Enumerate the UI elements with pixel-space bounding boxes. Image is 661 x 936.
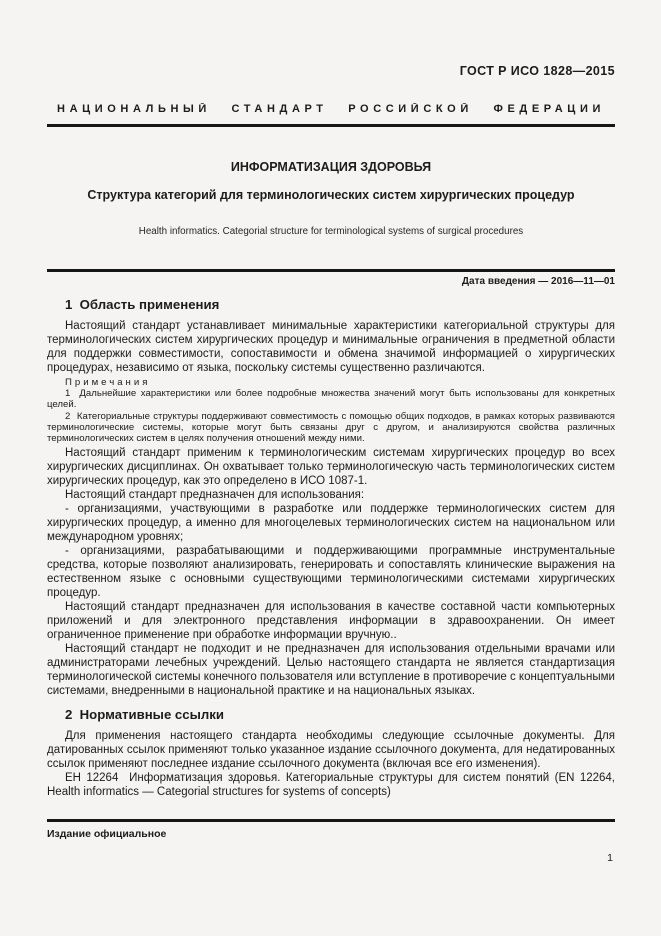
document-title-english: Health informatics. Categorial structure for terminological systems of surgical procedures — [138, 226, 524, 237]
section-2-paragraph-1: Для применения настоящего стандарта необходимы следующие ссылочные документы. Для датированных ссылок применяют только указанное издание ссылочного документа, для недатированных ссылок применяют последнее издание ссылочного документа (включая все его изменения). — [47, 730, 615, 771]
section-1-paragraph-1: Настоящий стандарт устанавливает минимальные характеристики категориальной структуры для терминологических систем хирургических процедур и минимальные ограничения в предметной области для поддержки совместимости, сопоставимости и обмена значимой информацией о хирургических процедурах, независимо от языка, поскольку системы существенно различаются. — [47, 320, 615, 374]
document-subtitle: Структура категорий для терминологических систем хирургических процедур — [87, 188, 575, 202]
notes-block — [47, 377, 615, 444]
section-1-heading: 1 Область применения — [65, 297, 220, 312]
section-1-bullet-2: - организациями, разрабатывающими и поддерживающими программные инструментальные средства, которые позволяют анализировать, генерировать и сопоставлять клинические выражения на естественном языке с основными существующими терминологическими системами хирургических процедур. — [47, 545, 615, 600]
section-1-paragraph-4: Настоящий стандарт предназначен для использования в качестве составной части компьютерных приложений и для электронного представления информации в здравоохранении. Он имеет ограниченное применение при обработке информации вручную.. — [47, 601, 615, 642]
note-2: 2 Категориальные структуры поддерживают совместимость с помощью общих подходов, в рамках которых развиваются терминологические системы, которые могут быть связаны друг с другом, и анализируются свойства различных терминологических систем в целях получения отношений между ними. — [47, 410, 615, 445]
section-1-paragraph-5: Настоящий стандарт не подходит и не предназначен для использования отдельными врачами или администраторами лечебных учреждений. Целью настоящего стандарта не является стандартизация терминологической системы конечного пользователя или вступление в противоречие с концептуальными системами, внедренными в национальной практике и на национальных языках. — [47, 643, 615, 698]
note-1: 1 Дальнейшие характеристики или более подробные множества значений могут быть использованы для конкретных целей. — [47, 388, 615, 411]
standard-designation: ГОСТ Р ИСО 1828—2015 — [459, 64, 615, 78]
section-1-paragraph-3: Настоящий стандарт предназначен для использования: — [65, 489, 365, 502]
title-rule — [47, 269, 615, 272]
introduction-date: Дата введения — 2016—11—01 — [461, 276, 615, 287]
section-1-paragraph-2: Настоящий стандарт применим к терминологическим системам хирургических процедур во всех хирургических дисциплинах. Он охватывает только терминологическую часть терминологических систем хирургических процедур, как это определено в ИСО 1087-1. — [47, 447, 615, 488]
section-2-heading: 2 Нормативные ссылки — [65, 707, 224, 723]
document-title: ИНФОРМАТИЗАЦИЯ ЗДОРОВЬЯ — [230, 160, 432, 174]
section-2-paragraph-2: ЕН 12264 Информатизация здоровья. Категориальные структуры для систем понятий (EN 12264, Health informatics — Categorial structures for systems of concepts) — [47, 772, 615, 799]
page-footer — [47, 819, 615, 864]
notes-label: Примечания — [65, 377, 151, 388]
official-edition-label: Издание официальное — [47, 828, 167, 840]
header-rule — [47, 124, 615, 127]
page-number: 1 — [607, 852, 613, 864]
section-1-bullet-1: - организациями, участвующими в разработке или поддержке терминологических систем для хирургических процедур, а именно для многоцелевых терминологических систем на национальном или международном уровнях; — [47, 503, 615, 544]
national-standard-banner: НАЦИОНАЛЬНЫЙ СТАНДАРТ РОССИЙСКОЙ ФЕДЕРАЦИИ — [57, 103, 605, 115]
